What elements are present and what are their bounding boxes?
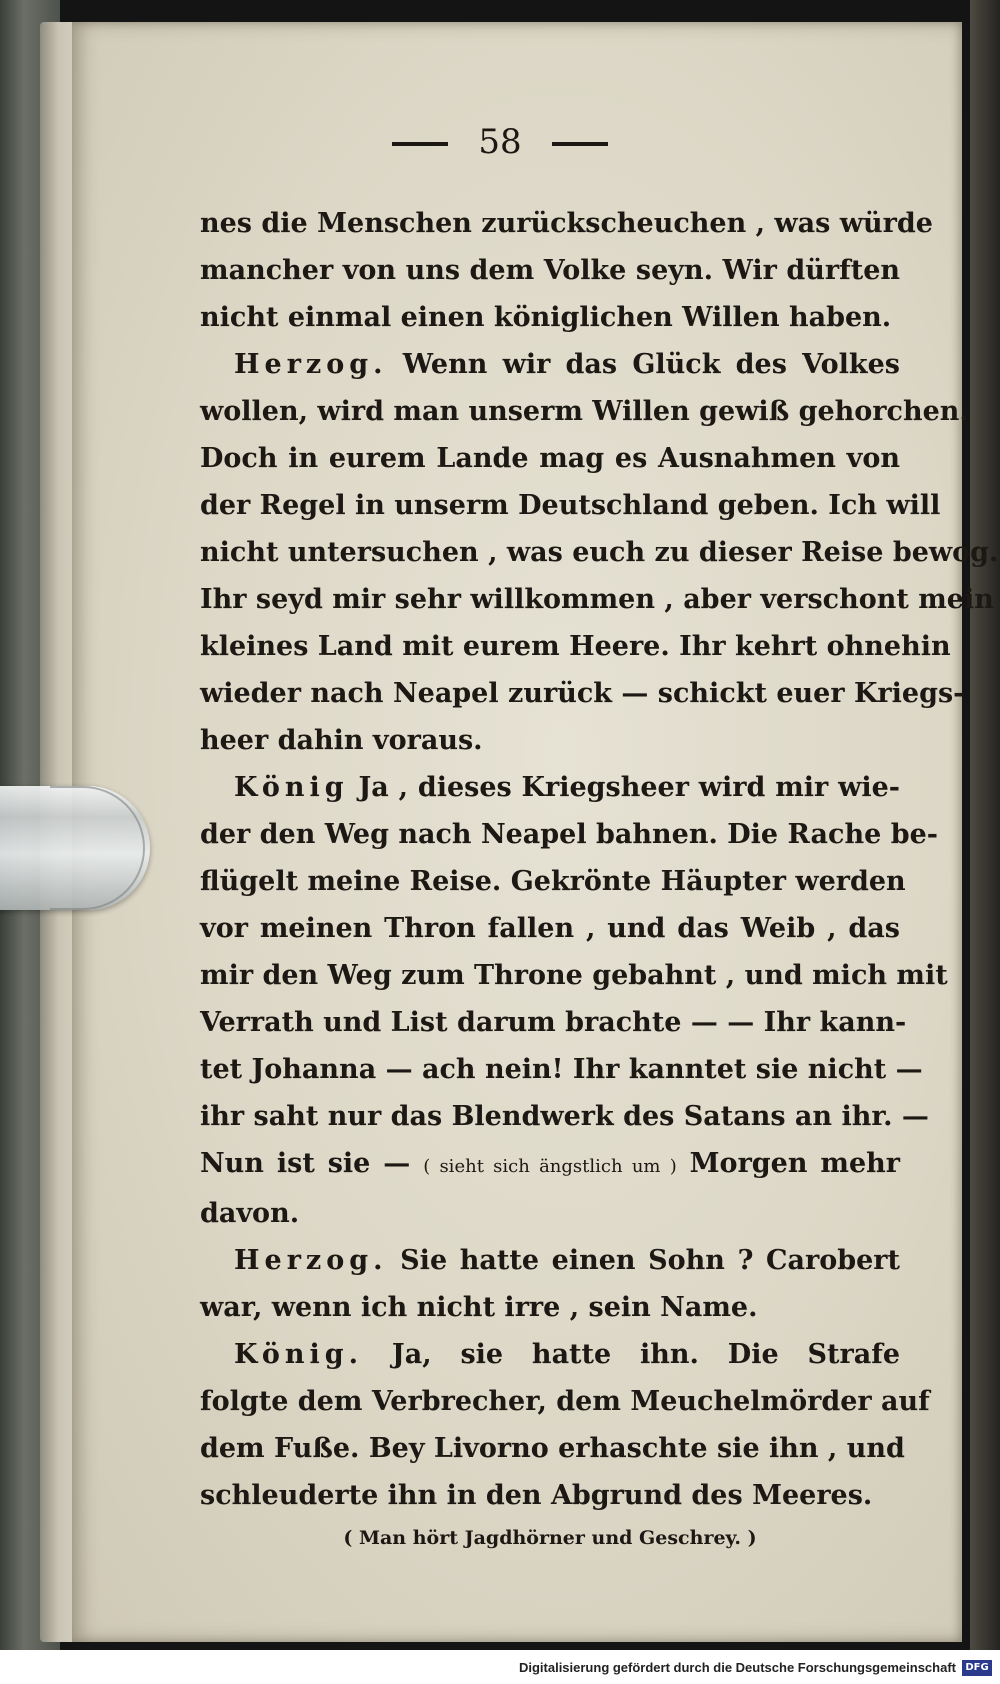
clamp-rim — [50, 786, 145, 910]
text-line — [200, 200, 933, 247]
text-line — [200, 388, 969, 435]
line-text: tet Johanna — ach nein! Ihr kanntet sie nicht — — [200, 1054, 923, 1085]
line-text: ihr saht nur das Blendwerk des Satans an ihr. — — [200, 1101, 929, 1132]
text-line — [200, 1046, 923, 1093]
speaker-name: Herzog. — [234, 1245, 388, 1276]
text-line — [200, 294, 900, 341]
dfg-logo: DFG — [962, 1660, 992, 1676]
text-line — [200, 247, 900, 294]
text-line — [200, 764, 900, 811]
text-line — [200, 952, 948, 999]
line-text: Doch in eurem Lande mag es Ausnahmen von — [200, 443, 900, 474]
page-header — [0, 122, 1000, 162]
line-text: nicht untersuchen , was euch zu dieser Reise bewog. — [200, 537, 999, 568]
line-text: Nun ist sie — — [200, 1148, 424, 1179]
line-text: Wenn wir das Glück des Volkes — [387, 349, 900, 380]
footer-bar — [0, 1650, 1000, 1684]
line-text: Verrath und List darum brachte — — Ihr kann- — [200, 1007, 907, 1038]
header-dash-left — [392, 142, 448, 146]
line-text: der Regel in unserm Deutschland geben. Ich will — [200, 490, 941, 521]
text-line — [200, 1472, 900, 1519]
page-number: 58 — [478, 122, 522, 162]
line-text: Sie hatte einen Sohn ? Carobert — [387, 1245, 900, 1276]
text-line — [200, 1284, 900, 1331]
line-text: Ja, sie hatte ihn. Die Strafe — [363, 1339, 900, 1370]
line-text: folgte dem Verbrecher, dem Meuchelmörder auf — [200, 1386, 930, 1417]
text-line — [200, 1190, 900, 1237]
line-text: Morgen mehr — [676, 1148, 900, 1179]
text-line — [200, 1425, 905, 1472]
line-text: Ja , dieses Kriegsheer wird mir wie- — [348, 772, 900, 803]
text-line — [200, 529, 999, 576]
line-text: kleines Land mit eurem Heere. Ihr kehrt ohnehin — [200, 631, 951, 662]
speaker-name: König. — [234, 1339, 364, 1370]
line-text: schleuderte ihn in den Abgrund des Meeres. — [200, 1480, 873, 1511]
line-text: mir den Weg zum Throne gebahnt , und mich mit — [200, 960, 948, 991]
line-text: Ihr seyd mir sehr willkommen , aber verschont mein — [200, 584, 994, 615]
text-line — [200, 811, 938, 858]
text-line — [200, 576, 994, 623]
header-dash-right — [552, 142, 608, 146]
speaker-name: Herzog. — [234, 349, 388, 380]
book-binding-edge — [970, 0, 1000, 1684]
text-line — [200, 1093, 929, 1140]
digitization-credit: Digitalisierung gefördert durch die Deutsche Forschungsgemeinschaft — [518, 1660, 956, 1675]
line-text: vor meinen Thron fallen , und das Weib , das — [200, 913, 900, 944]
stage-direction: ( Man hört Jagdhörner und Geschrey. ) — [343, 1527, 757, 1549]
line-text: flügelt meine Reise. Gekrönte Häupter werden — [200, 866, 906, 897]
text-line — [200, 341, 900, 388]
body-text — [200, 200, 999, 1562]
text-line — [200, 1378, 930, 1425]
text-line — [200, 1331, 900, 1378]
text-line — [200, 858, 906, 905]
speaker-name: König — [234, 772, 349, 803]
page-holder-clamp — [0, 786, 150, 910]
line-text: der den Weg nach Neapel bahnen. Die Rache be- — [200, 819, 938, 850]
text-line — [200, 905, 900, 952]
line-text: wollen, wird man unserm Willen gewiß gehorchen. — [200, 396, 969, 427]
line-text: war, wenn ich nicht irre , sein Name. — [200, 1292, 758, 1323]
line-text: dem Fuße. Bey Livorno erhaschte sie ihn , und — [200, 1433, 905, 1464]
line-text: mancher von uns dem Volke seyn. Wir dürften — [200, 255, 900, 286]
text-line — [200, 435, 900, 482]
text-line — [200, 1140, 900, 1190]
line-text: wieder nach Neapel zurück — schickt euer Kriegs- — [200, 678, 965, 709]
stage-direction-inline: ( sieht sich ängstlich um ) — [423, 1156, 677, 1177]
text-line — [200, 1237, 900, 1284]
line-text: nicht einmal einen königlichen Willen haben. — [200, 302, 892, 333]
line-text: heer dahin voraus. — [200, 725, 483, 756]
text-line — [200, 999, 907, 1046]
line-text: davon. — [200, 1198, 300, 1229]
line-text: nes die Menschen zurückscheuchen , was würde — [200, 208, 933, 239]
text-line — [200, 623, 951, 670]
text-line — [200, 670, 965, 717]
text-line — [200, 717, 900, 764]
text-line — [200, 482, 941, 529]
